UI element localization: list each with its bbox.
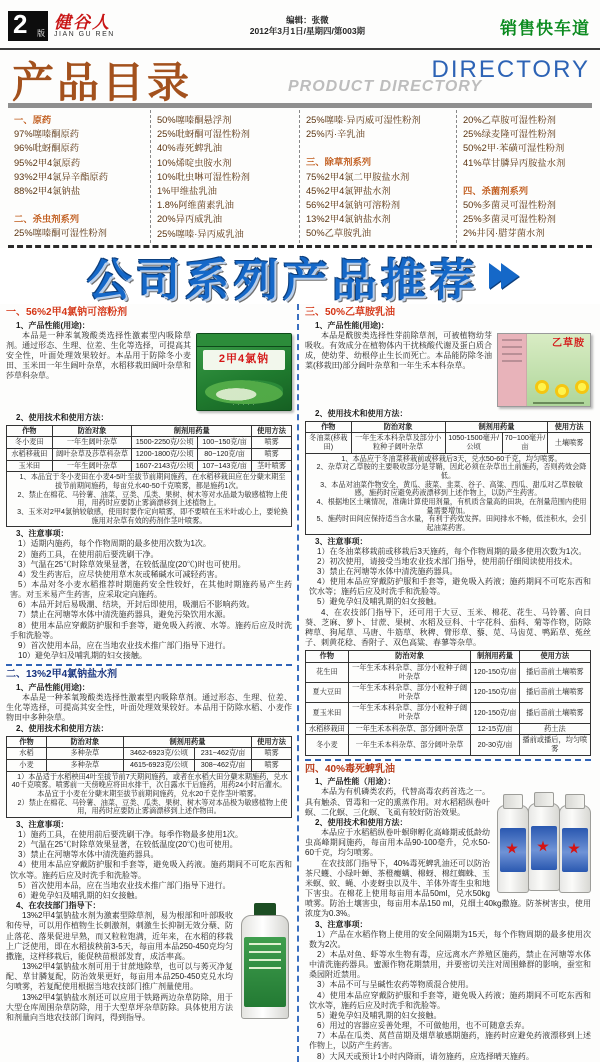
col-header: 制剂用药量 bbox=[132, 425, 252, 437]
directory-columns bbox=[8, 110, 592, 243]
cell: 冬小麦田 bbox=[7, 437, 53, 449]
category-insecticides: 二、杀虫剂系列 bbox=[14, 214, 80, 225]
cell: 120-150克/亩 bbox=[471, 662, 519, 682]
section2-paragraph: 13%2甲4氯钠盐水剂还可以应用于铁路两边杂草防除，用于大型仓库周围杂草防除，用于大型草坪杂草防除。具体使用方法和剂量向当地农技部门询问，得到指导。 bbox=[6, 992, 233, 1022]
section2-title: 二、13%2甲4氯钠盐水剂 bbox=[6, 669, 118, 681]
list-item: 50%多菌灵可湿性粉剂 bbox=[463, 200, 556, 211]
section2-paragraph: 13%2甲4氯钠盐水剂为激素型除草剂，易为根部和叶部吸收和传导，可以用作植物生长刺激剂，刺激生长抑制无效分蘖、防止落花、落果促进早熟，而又粒粒饱满，近年来，在水稻的移栽上广泛使用，即在水稻拔秧前3-5天，每亩用本品250-450克均匀撒施，这样移栽后，能促秧苗根部发育，成活率高。 bbox=[6, 911, 233, 961]
cell: 12-15克/亩 bbox=[471, 723, 519, 735]
table-note: 1、本品应于冬油菜移栽前或移栽后3天，兑水50-60千克，均匀喷雾。 bbox=[341, 453, 562, 463]
section3-paragraph: 本品是酰胺类选择性芽前除草剂，可被植物幼芽吸收。有效成分在植物体内干扰核酸代谢及蛋白质合成，使幼芽、幼根停止生长而死亡。本品能防除冬油菜(移栽田)部分阔叶杂草和一年生禾本科杂草。 bbox=[305, 330, 492, 371]
cell: 一年生禾本科杂草、部分小粒种子阔叶杂草 bbox=[348, 703, 471, 723]
note-item: 7）本品在瓜类、莴苣苗期及烟草敏感期施药，施药时应避免药液漂移到上述作物上，以防产生药害。 bbox=[309, 1031, 591, 1051]
section-divider bbox=[305, 759, 591, 761]
note-item: 1）在冬油菜移栽前或移栽后3天施药，每个作物周期的最多使用次数为1次。 bbox=[317, 546, 587, 556]
spacer bbox=[14, 198, 146, 212]
list-item: 88%2甲4氯钠盐 bbox=[14, 186, 81, 197]
note-item: 6）用过的容器应妥善处理，不可做他用，也不可随意丢弃。 bbox=[317, 1021, 530, 1031]
masthead-column-title: 销售快车道 bbox=[500, 18, 590, 38]
note-item: 3）禁止在河塘等水体中清洗施药器具。 bbox=[317, 566, 458, 576]
col-header: 防治对象 bbox=[52, 425, 132, 437]
cell: 1050-1500毫升/公顷 bbox=[445, 433, 502, 453]
page-number-label: 版 bbox=[37, 29, 45, 38]
cell: 水稻移栽田 bbox=[7, 449, 53, 461]
col-header: 作物 bbox=[7, 425, 53, 437]
list-item: 25%多菌灵可湿性粉剂 bbox=[463, 214, 556, 225]
list-item: 25%吡蚜酮可湿性粉剂 bbox=[157, 129, 250, 140]
section-divider bbox=[6, 664, 292, 666]
col-header: 作物 bbox=[306, 651, 349, 663]
cell: 1500-2250克/公顷 bbox=[132, 437, 198, 449]
cell: 70~100毫升/亩 bbox=[502, 433, 548, 453]
cell: 80~120克/亩 bbox=[197, 449, 251, 461]
cell: 多种杂草 bbox=[46, 760, 123, 772]
carton-leaf-art bbox=[205, 380, 283, 404]
section2-heading1: 1、产品性能(用途)： bbox=[16, 682, 90, 692]
category-herbicides: 三、除草剂系列 bbox=[306, 157, 372, 168]
section1-heading1: 1、产品性能(用途)： bbox=[16, 320, 90, 330]
banner-title: 公司系列产品推荐 bbox=[87, 255, 479, 305]
list-item: 56%2甲4氯钠可溶粉剂 bbox=[306, 200, 401, 211]
list-item: 13%2甲4氯钠盐水剂 bbox=[306, 214, 391, 225]
table-notes-row bbox=[7, 771, 292, 817]
list-item: 2%井冈·腊芽菌水剂 bbox=[463, 228, 545, 239]
note-item: 1）产品在水稻作物上使用的安全间隔期为15天，每个作物周期的最多使用次数为2次。 bbox=[309, 929, 591, 949]
label-logo bbox=[506, 842, 518, 854]
note-item: 10）避免孕妇及哺乳期的妇女接触。 bbox=[18, 651, 147, 661]
note-item: 4）使用本品应穿戴防护服和手套等，避免吸入药液；施药期间不可吃东西和饮水等，施药后应及时洗手和洗脸等。 bbox=[309, 990, 591, 1010]
table-row bbox=[7, 760, 292, 772]
cell: 一年生阔叶杂草 bbox=[52, 437, 132, 449]
table-note: 2、禁止在棉花、马铃薯、油菜、豆类、瓜类、果树、树木等对水品最为敏感植物上使用，用药时应要防止雾滴漂移到上述植物上。 bbox=[17, 489, 288, 508]
cell: 阔叶杂草及莎草科杂草 bbox=[52, 449, 132, 461]
list-item: 96%吡蚜酮原药 bbox=[14, 143, 80, 154]
table-notes-row bbox=[7, 472, 292, 527]
note-item: 4）使用本品应穿戴防护服和手套等，避免吸入药液。施药期间不可吃东西和饮水等。施药后应及时洗手和洗脸等。 bbox=[10, 860, 292, 880]
section1-paragraph: 本品是一种苯氧羧酸类选择性激素型内吸除草剂。通过形态、生理、位差、生化等选择，可提高其安全性，叶面处理效果较好。本品用于防除冬小麦田、玉米田一年生阔叶杂草，水稻移栽田阔叶杂草和莎草科杂草。 bbox=[6, 330, 191, 381]
label-fineprint bbox=[533, 402, 584, 404]
section1-heading2: 2、使用技术和使用方法： bbox=[16, 412, 109, 422]
section4-heading1: 1、产品性能（用途）： bbox=[315, 777, 396, 787]
cell: 播后苗前土壤喷雾 bbox=[519, 683, 590, 703]
directory-title: 产品目录 bbox=[12, 59, 193, 106]
table-notes bbox=[306, 453, 591, 534]
cell: 一年生禾本科杂草、部分阔叶杂草 bbox=[348, 735, 471, 755]
logo-text: 健谷人 bbox=[54, 12, 111, 32]
cell: 玉米田 bbox=[7, 460, 53, 472]
list-item: 25%绿麦隆可湿性粉剂 bbox=[463, 129, 556, 140]
table-note: 2）禁止在棉花、马铃薯、油菜、豆类、瓜类、果树、树木等对本品极为敏感植物上使用，用药时应要防止雾滴漂移到上述作物田。 bbox=[17, 797, 288, 816]
cell: 4615-6923克/公顷 bbox=[123, 760, 194, 772]
cell: 100~150克/亩 bbox=[197, 437, 251, 449]
table-note: 1、本品宜于冬小麦田在小麦4-5叶至拔节前期间施药，在水稻移栽田应在分蘖末期至拔节前期间施药，每亩兑水40-50千克喷雾，都是施药1次。 bbox=[19, 472, 286, 491]
cell: 播前或播后，均匀喷雾 bbox=[519, 735, 590, 755]
table-row bbox=[306, 735, 591, 755]
right-column bbox=[297, 304, 596, 1062]
list-item: 25%丙·辛乳油 bbox=[306, 129, 365, 140]
cell: 一年生禾本科杂草、部分小粒种子阔叶杂草 bbox=[348, 683, 471, 703]
label-logo bbox=[568, 842, 580, 854]
note-item: 4）使用本品应穿戴防护服和手套等，避免吸入药液；施药期间不可吃东西和饮水等；施药后应及时洗手和洗脸等。 bbox=[309, 577, 591, 597]
section3-title: 三、50%乙草胺乳油 bbox=[305, 306, 396, 318]
cell: 1607-2143克/公顷 bbox=[132, 460, 198, 472]
list-item: 20%异丙威乳油 bbox=[157, 214, 223, 225]
table-row bbox=[7, 748, 292, 760]
col-header: 使用方法 bbox=[252, 736, 292, 748]
directory-col-1 bbox=[8, 110, 151, 243]
list-item: 25%噻嗪·异丙威可湿性粉剂 bbox=[306, 115, 421, 125]
section4-heading2: 2、使用技术和使用方法： bbox=[315, 817, 408, 827]
list-item: 10%吡虫啉可湿性粉剂 bbox=[157, 171, 250, 182]
section2-paragraph: 13%2甲4氯钠盐水剂可用于甘蔗地除草，也可以与莠灭净复配、草甘膦复配，防治效果更好，每亩用本品250-450克兑水均匀喷雾，若复配使用根据当地农技部门推广剂量使用。 bbox=[6, 962, 233, 992]
table-note: 1）本品适于水稻秧田4叶至拔节前7天期间施药，或者在水稻大田分蘖末期施药，兑水40千克喷雾。喷雾前一天傍晚应将田水排干，次日露水干后施药，用药24小时后灌水。本品宜于小麦在分蘖末期至拔节前期间施药，兑水20千克作茎叶喷雾。 bbox=[11, 771, 288, 798]
cell: 水稻 bbox=[7, 748, 47, 760]
note-item: 2）气温在25℃时除草效果显著，在较低温度(20℃)也可使用。 bbox=[18, 840, 238, 850]
list-item: 50%2甲·苯磺可湿性粉剂 bbox=[463, 143, 565, 154]
cell: 小麦 bbox=[7, 760, 47, 772]
category-fungicides: 四、杀菌剂系列 bbox=[463, 185, 529, 196]
flower-art bbox=[575, 380, 589, 394]
col-header: 防治对象 bbox=[46, 736, 123, 748]
cell: 土壤喷雾 bbox=[548, 433, 591, 453]
label-logo bbox=[537, 840, 549, 852]
section3-heading1: 1、产品性能(用途)： bbox=[315, 320, 389, 330]
usage-table-1 bbox=[6, 425, 292, 527]
directory-col-3 bbox=[300, 110, 457, 243]
category-raw-materials: 一、原药 bbox=[14, 115, 52, 125]
note-item: 6）本品开封后易吸潮、结块，开封后即使用，吸潮后不影响药效。 bbox=[18, 600, 255, 610]
col-header: 制剂用药量 bbox=[471, 651, 519, 663]
section3-heading3: 3、注意事项： bbox=[315, 536, 368, 546]
col-header: 作物 bbox=[306, 421, 352, 433]
section4-paragraph: 在农技部门指导下，40%毒死蜱乳油还可以防治茶尺蠖、小绿叶蝉、茶橙瘿螨、棉蚜、棉红蜘蛛、玉米螟、蚊、蝇、小麦蚜虫以及牛、羊体外寄生虫和地下害虫。在棉花上使用每亩用本品50ml，兑水50kg喷雾。防治土壤害虫，每亩用本品150 ml，兑细土40kg撒施。防茶树害虫，使用浓度为0.3%。 bbox=[305, 858, 591, 919]
list-item: 50%乙草胺乳油 bbox=[306, 228, 372, 239]
list-item: 97%噻嗪酮原药 bbox=[14, 129, 80, 140]
col-header: 使用方法 bbox=[548, 421, 591, 433]
bottle bbox=[497, 805, 529, 893]
cell: 喷雾 bbox=[252, 760, 292, 772]
directory-title-row bbox=[8, 52, 592, 106]
carton-flap bbox=[197, 334, 291, 347]
list-item: 1.8%阿维菌素乳油 bbox=[157, 200, 234, 211]
table-note: 3、本品对油菜作物安全，黄瓜、菠菜、韭菜、谷子、高粱、西瓜、甜瓜对乙草胺敏感，施药时应避免药液漂移到上述作物上，以防产生药害。 bbox=[320, 479, 583, 498]
note-item: 1）适期内施药，每个作物周期的最多使用次数为1次。 bbox=[18, 539, 211, 549]
label-right-panel bbox=[527, 334, 590, 406]
bottle-label bbox=[244, 937, 286, 1007]
section2-paragraph: 本品是一种苯氧羧酸类选择性激素型内吸除草剂。通过形态、生理、位差、生化等选择，可提高其安全性，叶面处理效果较好。本品用于防除水稻、小麦作物田中多种杂草。 bbox=[6, 693, 292, 723]
note-item: 5）首次使用本品，应在当地农业技术推广部门指导下进行。 bbox=[18, 880, 231, 890]
carton-label-text: 2甲4氯钠 bbox=[218, 352, 270, 365]
spacer bbox=[463, 170, 588, 184]
section4-paragraph: 本品应于水稻稻纵卷叶螟卵孵化高峰期或低龄幼虫高峰期间施药，每亩用本品90-100毫升，兑水50-60千克，均匀喷雾。 bbox=[305, 828, 490, 858]
note-item: 2）初次使用，请接受当地农业技术部门指导，使用前仔细阅读使用技术。 bbox=[317, 556, 578, 566]
masthead bbox=[0, 0, 600, 50]
cell: 120-150克/亩 bbox=[471, 703, 519, 723]
table-notes-row bbox=[306, 453, 591, 534]
bottle bbox=[559, 805, 591, 893]
list-item: 93%2甲4氯异辛酯原药 bbox=[14, 171, 109, 182]
note-item: 7）禁止在河塘等水体中清洗施药器具，避免污染饮用水源。 bbox=[18, 610, 231, 620]
note-item: 9）首次使用本品，应在当地农业技术推广部门指导下进行。 bbox=[18, 640, 231, 650]
flower-art bbox=[535, 380, 549, 394]
note-item: 3）气温在25℃时除草效果显著，在较低温度(20℃)时也可使用。 bbox=[18, 559, 246, 569]
cell: 冬油菜(移栽田) bbox=[306, 433, 352, 453]
cell: 308~462克/亩 bbox=[195, 760, 252, 772]
section4-heading3: 3、注意事项： bbox=[315, 919, 368, 929]
product-image-bottles bbox=[495, 789, 591, 893]
table-row bbox=[7, 460, 292, 472]
note-item: 3）本品不可与呈碱性农药等物质混合使用。 bbox=[317, 980, 474, 990]
usage-table-2 bbox=[6, 736, 292, 818]
table-row bbox=[306, 683, 591, 703]
note-item: 5）避免孕妇及哺乳期的妇女接触。 bbox=[317, 597, 442, 607]
cell: 3462-6923克/公顷 bbox=[123, 748, 194, 760]
list-item: 10%烯啶虫胺水剂 bbox=[157, 157, 232, 168]
directory-col-2 bbox=[151, 110, 300, 243]
table-notes bbox=[7, 771, 292, 817]
section2-heading3: 3、注意事项： bbox=[16, 819, 69, 829]
cell: 一年生阔叶杂草 bbox=[52, 460, 132, 472]
section4-title: 四、40%毒死蜱乳油 bbox=[305, 763, 396, 775]
cell: 夏大豆田 bbox=[306, 683, 349, 703]
product-image-green-bottle bbox=[238, 903, 292, 1019]
section3-heading2: 2、使用技术和使用方法： bbox=[315, 408, 408, 418]
left-column bbox=[0, 304, 297, 1062]
col-header: 使用方法 bbox=[519, 651, 590, 663]
spacer bbox=[306, 141, 452, 155]
section4-paragraph: 本品为有机磷类农药，代替高毒农药首选之一。具有触杀、胃毒和一定的熏蒸作用。对水稻稻纵卷叶螟、二化螟、三化螟、飞虱有较好防治效果。 bbox=[305, 787, 490, 817]
cell: 播后苗前土壤喷雾 bbox=[519, 662, 590, 682]
list-item: 75%2甲4氯二甲胺盐水剂 bbox=[306, 171, 410, 182]
usage-table-3 bbox=[305, 421, 591, 535]
list-item: 20%乙草胺可湿性粉剂 bbox=[463, 115, 556, 125]
note-item: 8）大风天或预计1小时内降雨，请勿施药，应选择晴天施药。 bbox=[317, 1051, 534, 1061]
section1-title: 一、56%2甲4氯钠可溶粉剂 bbox=[6, 306, 128, 318]
cell: 多种杂草 bbox=[46, 748, 123, 760]
cell: 1200-1800克/公顷 bbox=[132, 449, 198, 461]
directory-right-title: DIRECTORY bbox=[431, 56, 590, 83]
page-number-badge bbox=[8, 11, 48, 41]
note-item: 1）施药工具，在使用前后要洗刷干净。每季作物最多使用1次。 bbox=[18, 830, 243, 840]
list-item: 40%毒死蜱乳油 bbox=[157, 143, 223, 154]
table-notes bbox=[7, 472, 292, 527]
section2-heading4: 4、在农技部门指导下： bbox=[16, 901, 101, 911]
date-line: 2012年3月1日/星期四/第003期 bbox=[249, 26, 366, 36]
flower-art bbox=[555, 384, 569, 398]
table-note: 4、根据地区土壤情况，准确计算使用剂量，有机质含量高的田块，在剂量范围内使用量需要增加。 bbox=[316, 496, 587, 515]
table-row bbox=[7, 437, 292, 449]
product-image-carton bbox=[196, 333, 292, 411]
product-image-label bbox=[497, 333, 591, 407]
section1-heading3: 3、注意事项： bbox=[16, 529, 69, 539]
cell: 20-30克/亩 bbox=[471, 735, 519, 755]
cell: 茎叶喷雾 bbox=[252, 460, 292, 472]
list-item: 25%噻嗪·异丙威乳油 bbox=[157, 228, 244, 239]
carton-fineprint: · · · · · bbox=[232, 402, 256, 409]
editor-line: 编辑：张微 bbox=[286, 15, 329, 25]
note-item: 4）发生药害后，应尽快使用草木灰或稀碱水可减轻药害。 bbox=[18, 569, 223, 579]
page-number: 2 bbox=[13, 9, 28, 39]
list-item: 25%噻嗪酮可湿性粉剂 bbox=[14, 228, 107, 239]
newspaper-logo bbox=[54, 12, 115, 38]
col-header: 制剂用药量 bbox=[445, 421, 548, 433]
note-item: 5）避免孕妇及哺乳期的妇女接触。 bbox=[317, 1010, 442, 1020]
cell: 一年生禾本科杂草、部分阔叶杂草 bbox=[348, 723, 471, 735]
table-note: 2、杂草对乙草胺的主要吸收部分是芽鞘，因此必须在杂草出土前施药，否则药效会降低。 bbox=[316, 462, 587, 481]
note-item: 6）避免孕妇及哺乳期的妇女接触。 bbox=[18, 890, 143, 900]
label-product-name: 乙草胺 bbox=[552, 337, 585, 349]
note-item: 2）本品对鱼、虾等水生物有毒，应远离水产养殖区施药，禁止在河塘等水体中清洗施药器具。蜜源作物花期禁用，并要密切关注对周围蜂群的影响，蚕室和桑园附近禁用。 bbox=[309, 949, 591, 980]
cell: 夏玉米田 bbox=[306, 703, 349, 723]
section3-paragraph: 4、在农技部门指导下，还可用于大豆、玉米、棉花、花生、马铃薯、向日葵、芝麻、萝卜、甘蔗、果树、水稻及豆科、十字花科、茄科、菊等作物，防除稗草、狗尾草、马唐、牛筋草、秋稗、臂形草、藜、苋、马齿苋、鸭跖草、菟丝子、刺黄花稔、香附子、双色高粱、春蓼等杂草。 bbox=[305, 607, 591, 648]
col-header: 作物 bbox=[7, 736, 47, 748]
cell: 一年生禾本科杂草及部分小粒种子阔叶杂草 bbox=[351, 433, 445, 453]
cell: 花生田 bbox=[306, 662, 349, 682]
directory-col-4 bbox=[457, 110, 592, 243]
table-note: 3、玉米对2甲4氯钠较敏感，使用时要作定向喷雾，即不要喷在玉米叶或心上，要轮换施用对杂草有效的药剂作茎叶喷雾。 bbox=[17, 506, 288, 525]
cell: 120-150克/亩 bbox=[471, 683, 519, 703]
table-row bbox=[306, 723, 591, 735]
list-item: 45%2甲4氯钾盐水剂 bbox=[306, 185, 391, 196]
directory-title-en: PRODUCT DIRECTORY bbox=[288, 78, 483, 95]
col-header: 使用方法 bbox=[252, 425, 292, 437]
cell: 一年生禾本科杂草、部分小粒种子阔叶杂草 bbox=[348, 662, 471, 682]
cell: 播后苗前土壤喷雾 bbox=[519, 703, 590, 723]
table-row bbox=[306, 662, 591, 682]
note-item: 5）本品对冬小麦水稻推荐时期施药安全性较好，在其他时期施药易产生药害。对玉米易产生药害，应采取定向施药。 bbox=[10, 580, 292, 600]
col-header: 防治对象 bbox=[348, 651, 471, 663]
list-item: 50%噻嗪酮悬浮剂 bbox=[157, 115, 232, 125]
issue-info bbox=[115, 15, 500, 37]
note-item: 2）施药工具，在使用前后要洗刷干净。 bbox=[18, 549, 159, 559]
table-row bbox=[7, 449, 292, 461]
note-item: 8）使用本品应穿戴防护服和手套等，避免吸入药液、水等。施药后应及时洗手和洗脸等。 bbox=[10, 620, 292, 640]
label-left-panel bbox=[498, 334, 527, 406]
list-item: 1%甲维盐乳油 bbox=[157, 186, 217, 197]
table-row bbox=[306, 703, 591, 723]
cell: 喷雾 bbox=[252, 437, 292, 449]
section2-heading2: 2、使用技术和使用方法： bbox=[16, 723, 109, 733]
recommendation-banner bbox=[0, 248, 600, 304]
cell: 水稻移栽田 bbox=[306, 723, 349, 735]
usage-table-4 bbox=[305, 650, 591, 755]
article-body bbox=[0, 304, 600, 1062]
list-item: 41%草甘膦异丙胺盐水剂 bbox=[463, 157, 566, 168]
product-directory-section bbox=[0, 50, 600, 248]
table-note: 5、施药时田间应保持适当含水量，有利于药效发挥。田间排水不畅，低洼积水，会引起油菜药害。 bbox=[316, 514, 587, 532]
carton-label bbox=[203, 350, 285, 370]
list-item: 95%2甲4氯原药 bbox=[14, 157, 81, 168]
cell: 107~143克/亩 bbox=[197, 460, 251, 472]
col-header: 制剂用药量 bbox=[123, 736, 251, 748]
cell: 药土法 bbox=[519, 723, 590, 735]
bottle bbox=[528, 803, 560, 891]
double-right-arrow-icon bbox=[489, 263, 513, 289]
cell: 231~462克/亩 bbox=[195, 748, 252, 760]
note-item: 3）禁止在河塘等水体中清洗施药器具。 bbox=[18, 850, 159, 860]
logo-pinyin: JIAN GU REN bbox=[54, 30, 115, 38]
cell: 喷雾 bbox=[252, 748, 292, 760]
cell: 喷雾 bbox=[252, 449, 292, 461]
table-row bbox=[306, 433, 591, 453]
cell: 冬小麦 bbox=[306, 735, 349, 755]
col-header: 防治对象 bbox=[351, 421, 445, 433]
